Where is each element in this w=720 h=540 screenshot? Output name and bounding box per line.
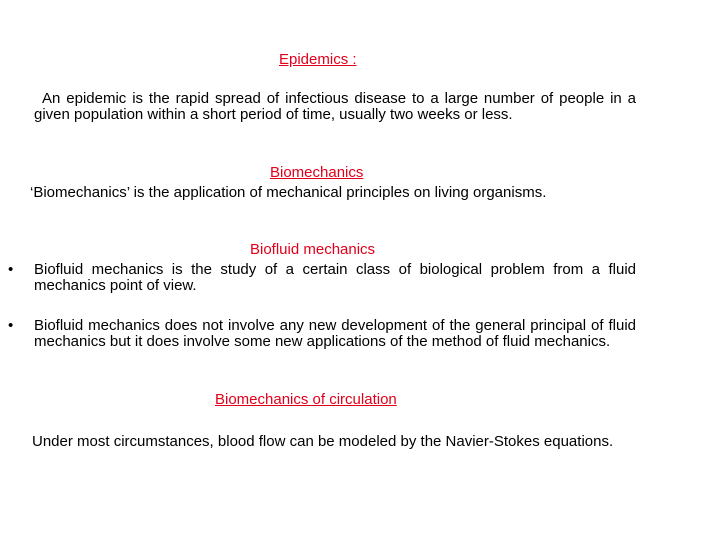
epidemics-paragraph: An epidemic is the rapid spread of infectious disease to a large number of people in a given population within a short period of time, usually two weeks or less.: [34, 90, 636, 123]
biomechanics-heading: Biomechanics: [270, 164, 364, 181]
bullet-marker-1: •: [8, 261, 14, 278]
biofluid-bullet-1: Biofluid mechanics is the study of a certain class of biological problem from a fluid mechanics point of view.: [34, 261, 636, 294]
bullet-marker-2: •: [8, 317, 14, 334]
biofluid-bullet-2: Biofluid mechanics does not involve any new development of the general principal of fluid mechanics but it does involve some new applications of the method of fluid mechanics.: [34, 317, 636, 350]
circulation-heading: Biomechanics of circulation: [215, 391, 397, 408]
epidemics-heading: Epidemics :: [279, 51, 357, 68]
biofluid-heading: Biofluid mechanics: [250, 241, 376, 258]
biomechanics-paragraph: ‘Biomechanics’ is the application of mechanical principles on living organisms.: [30, 184, 547, 201]
circulation-paragraph: Under most circumstances, blood flow can be modeled by the Navier-Stokes equations.: [32, 433, 614, 450]
